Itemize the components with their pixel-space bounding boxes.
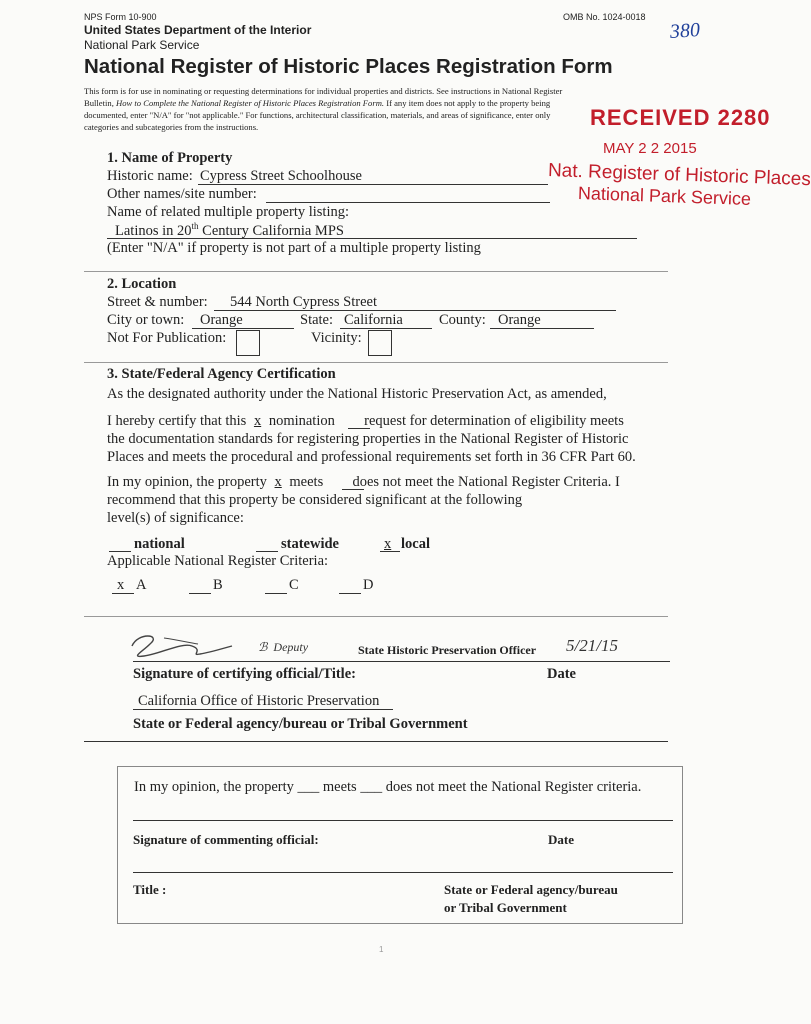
historic-name-value: Cypress Street Schoolhouse — [200, 168, 362, 184]
agency-label: State or Federal agency/bureau or Tribal Government — [133, 716, 468, 732]
commenting-signature-label: Signature of commenting official: — [133, 832, 319, 847]
opinion-line-3: level(s) of significance: — [107, 510, 244, 526]
signature-label: Signature of certifying official/Title: — [133, 666, 356, 682]
opinion-line-2: recommend that this property be considered significant at the following — [107, 492, 523, 508]
certify-line-3: Places and meets the procedural and professional requirements set forth in 36 CFR Part 60. — [107, 449, 636, 465]
commenting-agency-line-2: or Tribal Government — [444, 900, 567, 915]
instructions-line-4: categories and subcategories from the instructions. — [84, 122, 259, 132]
authority-text: As the designated authority under the National Historic Preservation Act, as amended, — [107, 386, 607, 402]
state-value: California — [344, 312, 403, 328]
street-label: Street & number: — [107, 294, 208, 310]
form-title: National Register of Historic Places Registration Form — [84, 55, 613, 78]
criterion-b: B — [213, 577, 223, 593]
signature-date: 5/21/15 — [566, 636, 618, 655]
not-for-publication-checkbox[interactable] — [236, 330, 260, 356]
received-date-stamp: MAY 2 2 2015 — [603, 140, 697, 157]
criteria-label: Applicable National Register Criteria: — [107, 553, 329, 569]
na-note: (Enter "N/A" if property is not part of a multiple property listing — [107, 240, 481, 256]
form-number: NPS Form 10-900 — [84, 12, 157, 22]
not-for-publication-label: Not For Publication: — [107, 330, 227, 346]
signature-deputy: ℬ Deputy — [258, 640, 309, 654]
certify-line-2: the documentation standards for registering properties in the National Register of Historic — [107, 431, 629, 447]
signer-title: State Historic Preservation Officer — [358, 643, 537, 657]
department-name: United States Department of the Interior — [84, 23, 312, 37]
city-label: City or town: — [107, 312, 185, 328]
register-stamp-line-2: National Park Service — [577, 183, 752, 210]
office-value: California Office of Historic Preservation — [138, 693, 380, 709]
register-stamp-line-1: Nat. Register of Historic Places — [547, 160, 811, 191]
criterion-c: C — [289, 577, 299, 593]
date-label: Date — [547, 666, 576, 682]
handwritten-number: 380 — [669, 18, 701, 44]
handwritten-signature-icon — [120, 624, 240, 664]
agency-name: National Park Service — [84, 38, 200, 52]
other-names-label: Other names/site number: — [107, 186, 257, 202]
level-local: local — [401, 536, 430, 552]
commenting-opinion: In my opinion, the property ___ meets ___ does not meet the National Register criteria. — [134, 779, 642, 795]
certify-line-1: I hereby certify that this x nomination request for determination of eligibility meets — [107, 413, 624, 429]
instructions-line-1: This form is for use in nominating or requesting determinations for individual properties and districts. See instructions in National Register — [84, 86, 563, 96]
level-statewide: statewide — [281, 536, 339, 552]
historic-name-label: Historic name: — [107, 168, 193, 184]
related-listing-label: Name of related multiple property listing: — [107, 204, 350, 220]
vicinity-label: Vicinity: — [311, 330, 362, 346]
city-value: Orange — [200, 312, 243, 328]
level-local-mark: x — [384, 536, 392, 552]
related-listing-value: Latinos in 20th Century California MPS — [115, 221, 344, 239]
instructions-line-3: documented, enter "N/A" for "not applicable." For functions, architectural classification, materials, and areas of significance, enter only — [84, 110, 551, 120]
criterion-a-mark: x — [117, 577, 125, 593]
page-number: 1 — [379, 945, 384, 954]
section-3-heading: 3. State/Federal Agency Certification — [107, 366, 336, 382]
county-value: Orange — [498, 312, 541, 328]
commenting-date-label: Date — [548, 832, 574, 847]
section-1-heading: 1. Name of Property — [107, 150, 233, 166]
received-stamp: RECEIVED 2280 — [590, 105, 771, 130]
criterion-a: A — [136, 577, 147, 593]
commenting-title-label: Title : — [133, 882, 167, 897]
level-national: national — [134, 536, 185, 552]
section-2-heading: 2. Location — [107, 276, 177, 292]
opinion-line-1: In my opinion, the property x meets does not meet the National Register Criteria. I — [107, 474, 620, 490]
commenting-agency-line-1: State or Federal agency/bureau — [444, 882, 618, 897]
state-label: State: — [300, 312, 334, 328]
omb-number: OMB No. 1024-0018 — [563, 12, 646, 22]
county-label: County: — [439, 312, 486, 328]
street-value: 544 North Cypress Street — [230, 294, 377, 310]
criterion-d: D — [363, 577, 374, 593]
vicinity-checkbox[interactable] — [368, 330, 392, 356]
instructions-line-2: Bulletin, How to Complete the National Register of Historic Places Registration Form. If any item does not apply to the property being — [84, 98, 551, 108]
